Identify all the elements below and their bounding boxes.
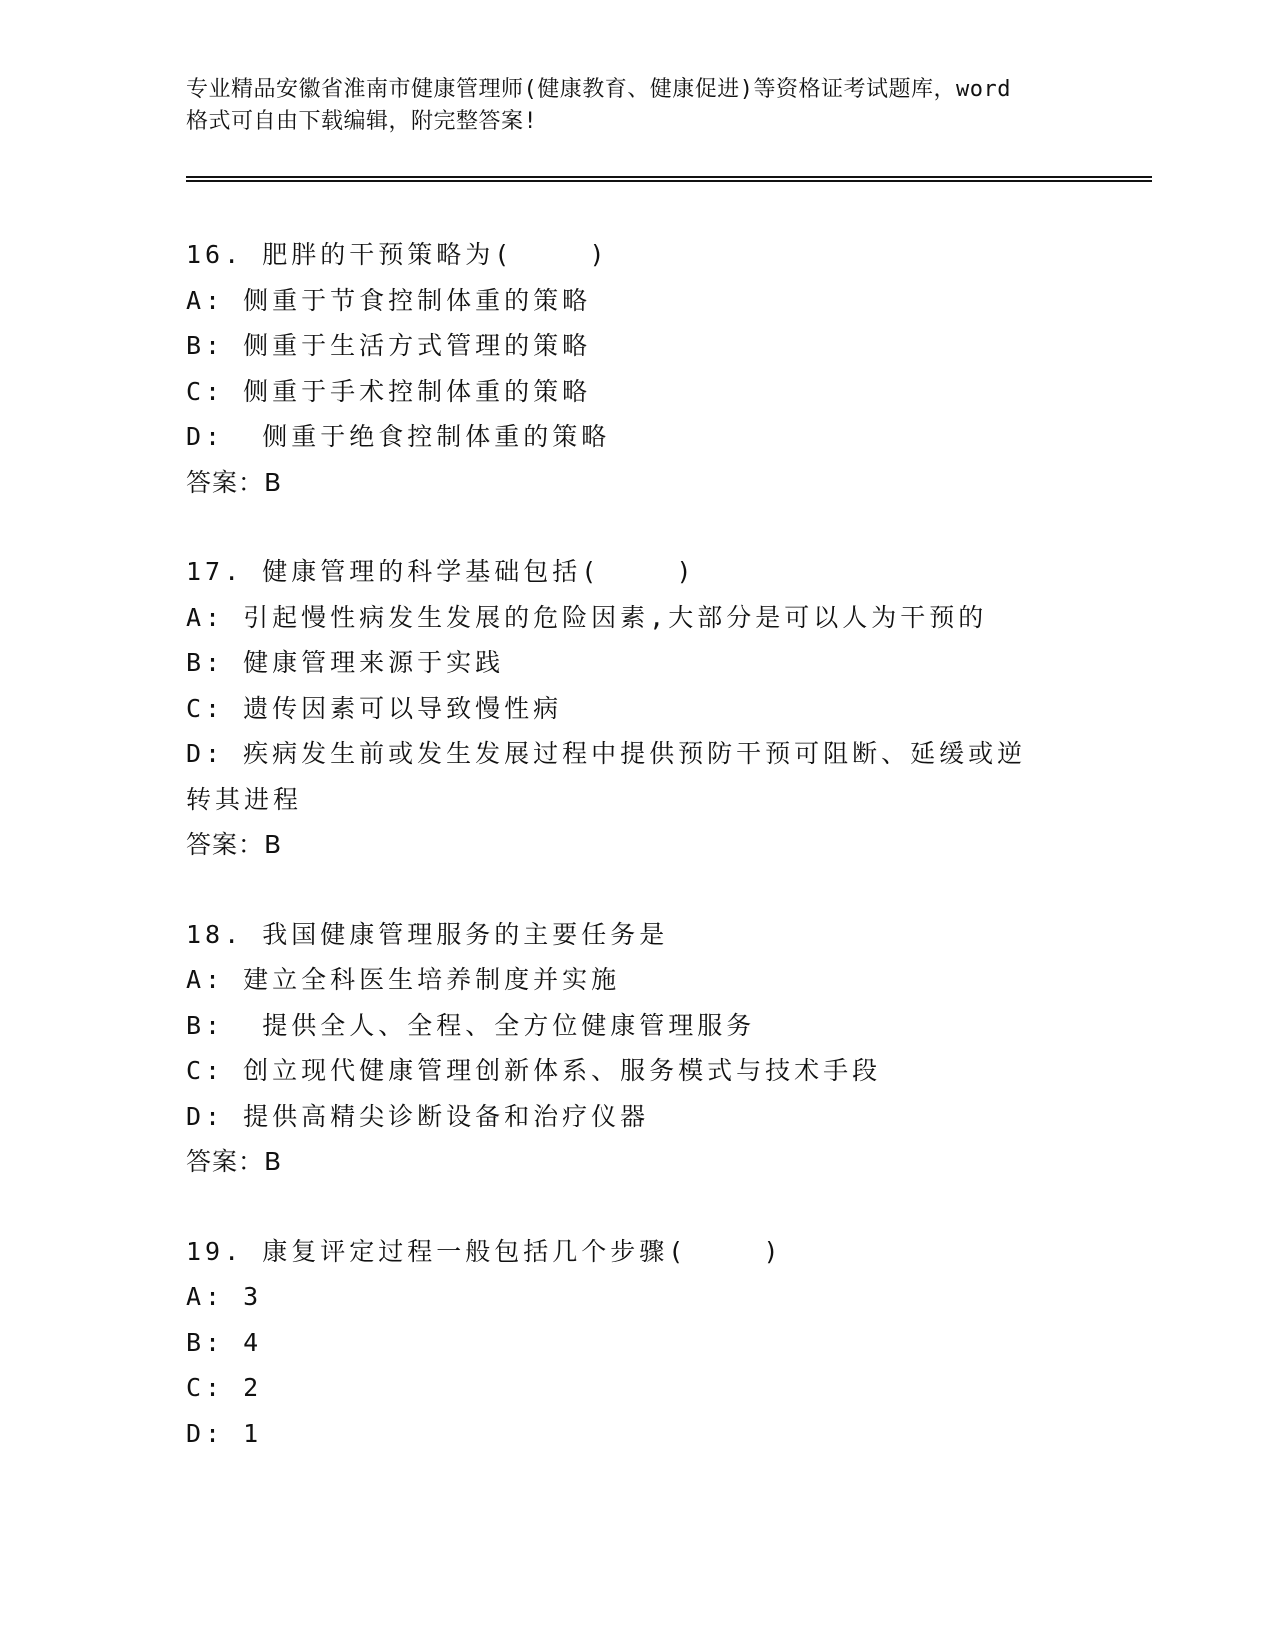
answer: 答案：B [186,830,283,859]
header-line-1: 专业精品安徽省淮南市健康管理师(健康教育、健康促进)等资格证考试题库，word [186,77,1011,102]
question-stem: 17. 健康管理的科学基础包括( ) [186,557,696,586]
option-d: D: 侧重于绝食控制体重的策略 [186,422,611,451]
option-b: B: 健康管理来源于实践 [186,648,505,677]
answer: 答案：B [186,1147,283,1176]
option-a: A: 侧重于节食控制体重的策略 [186,285,592,315]
question-16 [186,232,1146,505]
question-18 [186,912,1146,1185]
header-line-2: 格式可自由下载编辑，附完整答案! [186,109,538,134]
option-d: D: 1 [186,1418,263,1448]
header-divider [186,176,1152,182]
option-b: B: 4 [186,1327,263,1357]
question-stem: 19. 康复评定过程一般包括几个步骤( ) [186,1236,783,1266]
document-header [186,74,1086,138]
question-stem: 18. 我国健康管理服务的主要任务是 [186,919,669,949]
option-b: B: 侧重于生活方式管理的策略 [186,331,592,360]
option-c: C: 侧重于手术控制体重的策略 [186,376,592,406]
question-19 [186,1229,1146,1457]
option-c: C: 遗传因素可以导致慢性病 [186,693,563,723]
option-d: D: 疾病发生前或发生发展过程中提供预防干预可阻断、延缓或逆转其进程 [186,739,1027,814]
option-a: A: 建立全科医生培养制度并实施 [186,965,621,994]
option-a: A: 引起慢性病发生发展的危险因素,大部分是可以人为干预的 [186,602,988,632]
question-17 [186,549,1146,868]
option-c: C: 创立现代健康管理创新体系、服务模式与技术手段 [186,1056,882,1085]
option-b: B: 提供全人、全程、全方位健康管理服务 [186,1010,756,1040]
answer: 答案：B [186,467,283,497]
option-a: A: 3 [186,1282,263,1311]
question-list [186,232,1146,1500]
question-stem: 16. 肥胖的干预策略为( ) [186,240,609,269]
option-c: C: 2 [186,1373,263,1402]
option-d: D: 提供高精尖诊断设备和治疗仪器 [186,1101,650,1131]
